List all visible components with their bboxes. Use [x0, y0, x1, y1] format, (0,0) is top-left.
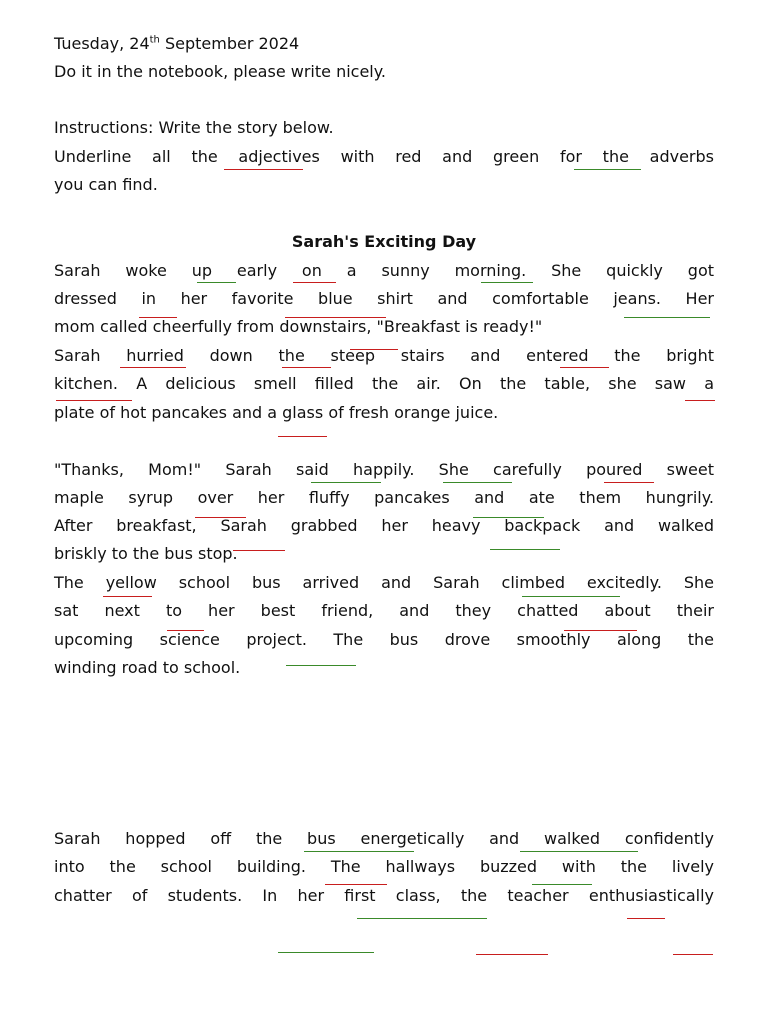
story-line: The yellow school bus arrived and Sarah climbed excitedly. She — [54, 573, 714, 592]
story-line: After breakfast, Sarah grabbed her heavy backpack and walked — [54, 516, 714, 535]
adjective-underline — [564, 630, 637, 631]
adjective-underline — [350, 349, 398, 350]
story-line: sat next to her best friend, and they chatted about their — [54, 601, 714, 620]
adverb-underline — [481, 282, 533, 283]
adjective-underline — [325, 884, 387, 885]
adjective-underline — [56, 400, 132, 401]
instructions-line-1: Instructions: Write the story below. — [54, 118, 334, 137]
instructions-line-3: you can find. — [54, 175, 158, 194]
story-line: Sarah woke up early on a sunny morning. She quickly got — [54, 261, 714, 280]
adverb-underline — [532, 884, 592, 885]
story-title: Sarah's Exciting Day — [291, 232, 477, 251]
story-line: kitchen. A delicious smell filled the air. On the table, she saw a — [54, 374, 714, 393]
adverb-underline — [311, 482, 381, 483]
adverb-underline — [304, 851, 414, 852]
date-line — [54, 34, 299, 54]
adjective-underline — [167, 630, 204, 631]
story-line: maple syrup over her fluffy pancakes and ate them hungrily. — [54, 488, 714, 507]
story-line: plate of hot pancakes and a glass of fresh orange juice. — [54, 403, 499, 422]
adjective-underline — [673, 954, 713, 955]
story-line: "Thanks, Mom!" Sarah said happily. She carefully poured sweet — [54, 460, 714, 479]
adjective-underline — [685, 400, 715, 401]
adverb-underline — [574, 169, 641, 170]
adjective-underline — [604, 482, 654, 483]
story-line: mom called cheerfully from downstairs, "Breakfast is ready!" — [54, 317, 543, 336]
story-line: Sarah hopped off the bus energetically and walked confidently — [54, 829, 714, 848]
adjective-underline — [293, 282, 336, 283]
adverb-underline — [624, 317, 710, 318]
adjective-underline — [282, 367, 331, 368]
adverb-underline — [357, 918, 487, 919]
story-line: briskly to the bus stop. — [54, 544, 238, 563]
adjective-underline — [103, 596, 152, 597]
instructions-line-2: Underline all the adjectives with red and green for the adverbs — [54, 147, 714, 166]
story-line: winding road to school. — [54, 658, 241, 677]
adverb-underline — [490, 549, 560, 550]
adverb-underline — [522, 596, 620, 597]
adjective-underline — [560, 367, 609, 368]
adjective-underline — [224, 169, 303, 170]
adverb-underline — [473, 517, 544, 518]
story-line: chatter of students. In her first class, the teacher enthusiastically — [54, 886, 714, 905]
date-month-year: September 2024 — [159, 34, 300, 53]
adverb-underline — [443, 482, 512, 483]
adverb-underline — [278, 952, 374, 953]
adjective-underline — [233, 550, 285, 551]
notebook-note: Do it in the notebook, please write nicely. — [54, 62, 387, 81]
adverb-underline — [286, 665, 356, 666]
adjective-underline — [139, 317, 177, 318]
adjective-underline — [285, 317, 386, 318]
date-ordinal: th — [149, 34, 160, 46]
story-line: Sarah hurried down the steep stairs and entered the bright — [54, 346, 714, 365]
adverb-underline — [197, 282, 236, 283]
date-text: Tuesday, 24 — [54, 34, 150, 53]
adverb-underline — [520, 851, 638, 852]
story-line: upcoming science project. The bus drove smoothly along the — [54, 630, 714, 649]
adjective-underline — [627, 918, 665, 919]
adjective-underline — [476, 954, 548, 955]
story-line: dressed in her favorite blue shirt and comfortable jeans. Her — [54, 289, 714, 308]
adjective-underline — [195, 517, 246, 518]
story-line: into the school building. The hallways buzzed with the lively — [54, 857, 714, 876]
adjective-underline — [278, 436, 327, 437]
adjective-underline — [120, 367, 186, 368]
